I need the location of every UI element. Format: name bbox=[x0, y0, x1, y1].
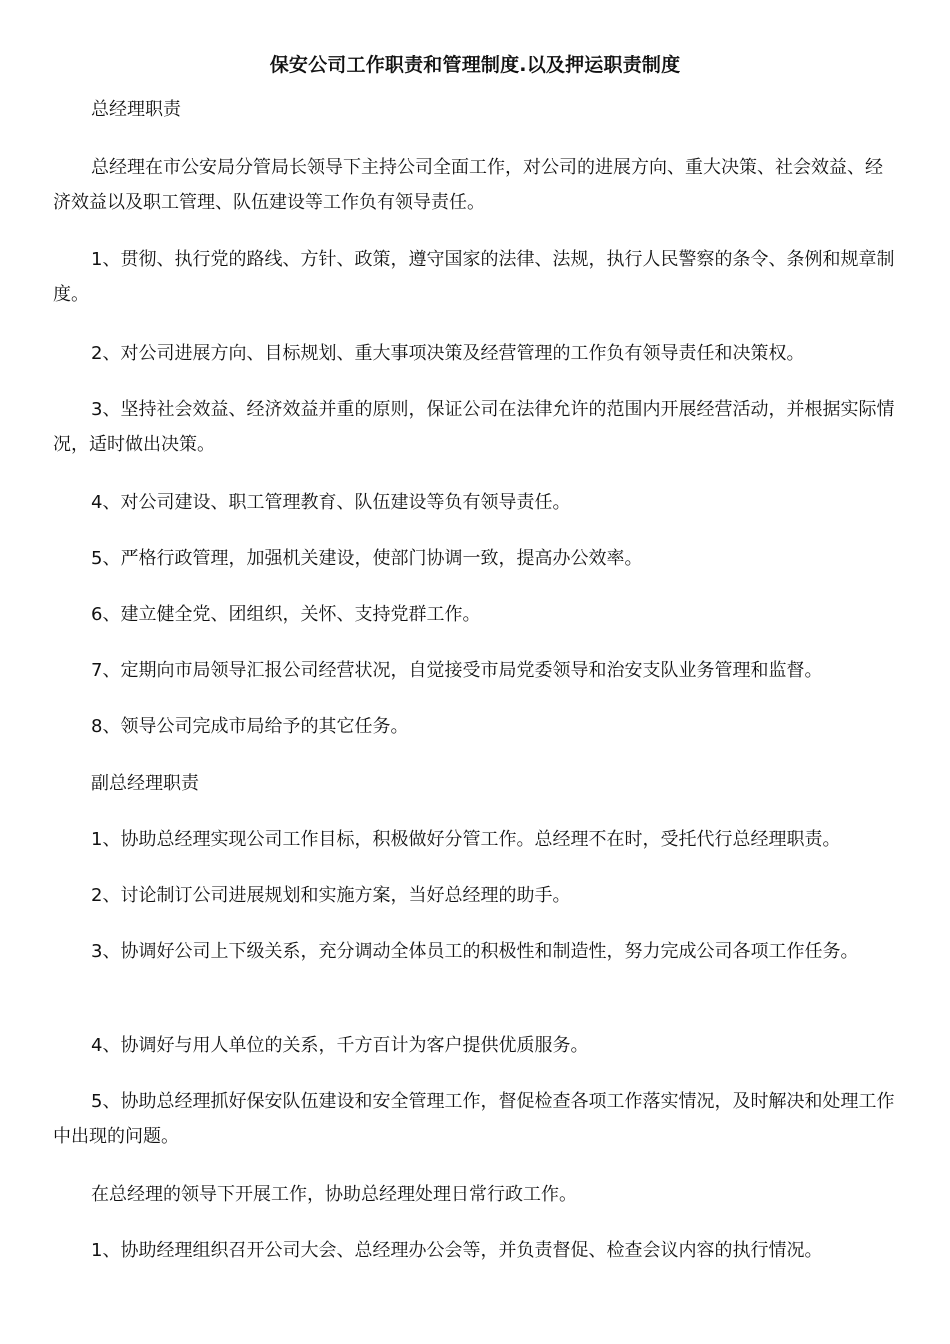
document-title: 保安公司工作职责和管理制度.以及押运职责制度 bbox=[269, 54, 681, 76]
list-item: 3、协调好公司上下级关系，充分调动全体员工的积极性和制造性，努力完成公司各项工作任务。 bbox=[91, 941, 859, 962]
list-item: 3、坚持社会效益、经济效益并重的原则，保证公司在法律允许的范围内开展经营活动，并根据实际情况，适时做出决策。 bbox=[53, 399, 895, 455]
list-item: 1、协助经理组织召开公司大会、总经理办公会等，并负责督促、检查会议内容的执行情况。 bbox=[91, 1240, 823, 1261]
list-item: 2、对公司进展方向、目标规划、重大事项决策及经营管理的工作负有领导责任和决策权。 bbox=[91, 343, 805, 364]
list-item: 2、讨论制订公司进展规划和实施方案，当好总经理的助手。 bbox=[91, 885, 571, 906]
list-item: 4、协调好与用人单位的关系，千方百计为客户提供优质服务。 bbox=[91, 1035, 589, 1056]
list-item: 7、定期向市局领导汇报公司经营状况，自觉接受市局党委领导和治安支队业务管理和监督。 bbox=[91, 660, 823, 681]
list-item: 5、协助总经理抓好保安队伍建设和安全管理工作，督促检查各项工作落实情况，及时解决和处理工作中出现的问题。 bbox=[53, 1091, 895, 1147]
section-heading-general-manager: 总经理职责 bbox=[91, 99, 181, 120]
section-heading-deputy-general-manager: 副总经理职责 bbox=[91, 773, 199, 794]
list-item: 4、对公司建设、职工管理教育、队伍建设等负有领导责任。 bbox=[91, 492, 571, 513]
list-item: 8、领导公司完成市局给予的其它任务。 bbox=[91, 716, 409, 737]
list-item: 1、协助总经理实现公司工作目标，积极做好分管工作。总经理不在时，受托代行总经理职责。 bbox=[91, 829, 841, 850]
paragraph-general-manager-intro: 总经理在市公安局分管局长领导下主持公司全面工作，对公司的进展方向、重大决策、社会效益、经济效益以及职工管理、队伍建设等工作负有领导责任。 bbox=[53, 157, 883, 213]
list-item: 6、建立健全党、团组织，关怀、支持党群工作。 bbox=[91, 604, 481, 625]
list-item: 1、贯彻、执行党的路线、方针、政策，遵守国家的法律、法规，执行人民警察的条令、条例和规章制度。 bbox=[53, 249, 895, 305]
paragraph-admin-intro: 在总经理的领导下开展工作，协助总经理处理日常行政工作。 bbox=[91, 1184, 577, 1205]
list-item: 5、严格行政管理，加强机关建设，使部门协调一致，提高办公效率。 bbox=[91, 548, 643, 569]
